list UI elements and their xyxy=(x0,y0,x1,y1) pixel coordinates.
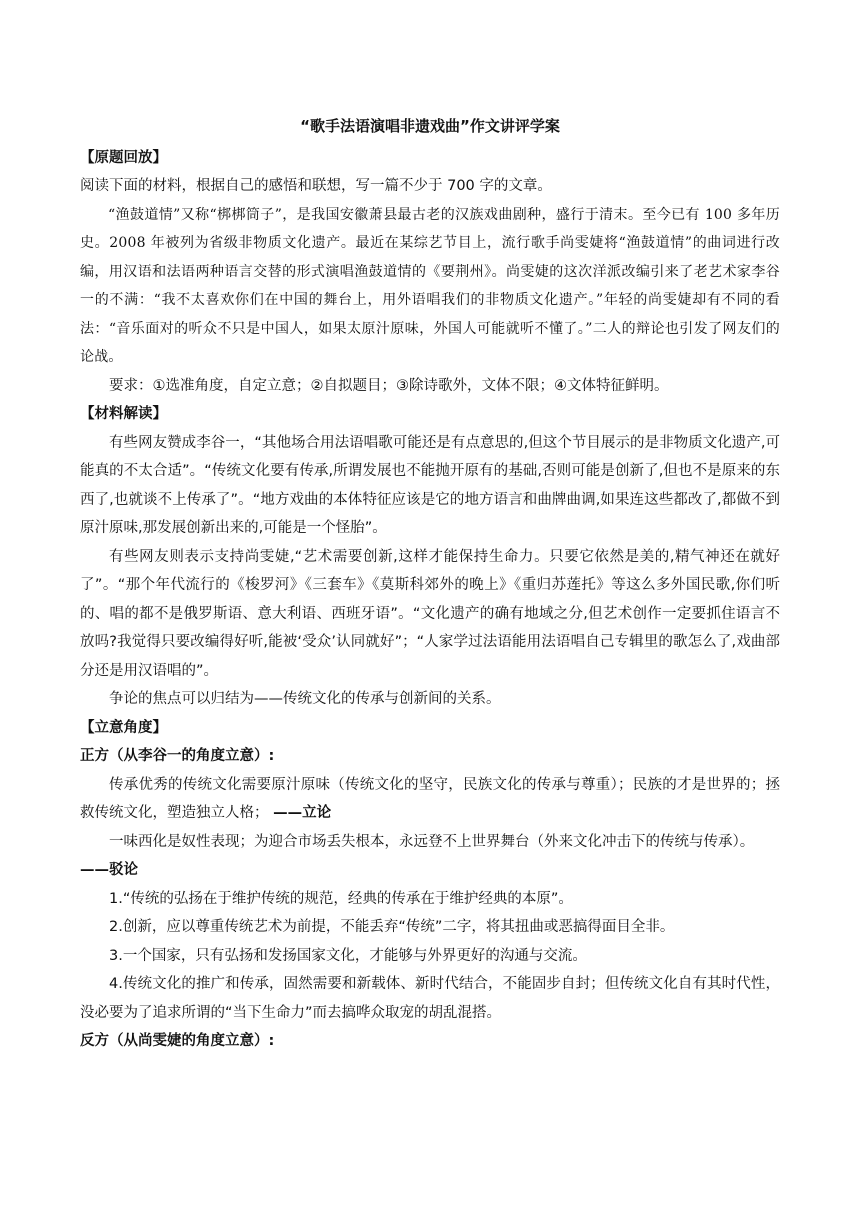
analysis-paragraph-3: 争论的焦点可以归结为——传统文化的传承与创新间的关系。 xyxy=(109,691,501,707)
pro-argument-text: 传承优秀的传统文化需要原汁原味（传统文化的坚守，民族文化的传承与尊重）；民族的才是世界的；拯救传统文化，塑造独立人格； xyxy=(80,776,780,821)
pro-side-heading: 正方（从李谷一的角度立意）: xyxy=(80,748,275,764)
list-item: 4.传统文化的推广和传承，固然需要和新载体、新时代结合，不能固步自封；但传统文化自有其时代性，没必要为了追求所谓的“当下生命力”而去搞哗众取宠的胡乱混搭。 xyxy=(80,976,780,1021)
list-item: 1.“传统的弘扬在于维护传统的规范，经典的传承在于维护经典的本原”。 xyxy=(109,890,573,907)
pro-rebuttal-text: 一味西化是奴性表现；为迎合市场丢失根本，永远登不上世界舞台（外来文化冲击下的传统与传承）。 xyxy=(109,833,755,850)
pro-argument-tag: ——立论 xyxy=(273,805,332,821)
section-heading-analysis: 【材料解读】 xyxy=(80,406,167,422)
pro-rebuttal-paragraph xyxy=(80,828,780,885)
list-item: 3.一个国家，只有弘扬和发扬国家文化，才能够与外界更好的沟通与交流。 xyxy=(109,947,587,964)
prompt-requirements: 要求：①选准角度，自定立意；②自拟题目；③除诗歌外，文体不限；④文体特征鲜明。 xyxy=(109,377,669,394)
document-body xyxy=(80,112,780,1056)
prompt-intro: 阅读下面的材料，根据自己的感悟和联想，写一篇不少于 700 字的文章。 xyxy=(80,178,552,194)
analysis-paragraph-2: 有些网友则表示支持尚雯婕,“艺术需要创新,这样才能保持生命力。只要它依然是美的,精气神还在就好了”。“那个年代流行的《梭罗河》《三套车》《莫斯科郊外的晚上》《重归苏莲托》等这么多外国民歌,你们听的、唱的都不是俄罗斯语、意大利语、西班牙语”。“文化遗产的确有地域之分,但艺术创作一定要抓住语言不放吗?我觉得只要改编得好听,能被‘受众’认同就好”；“人家学过法语能用法语唱自己专辑里的歌怎么了,戏曲部分还是用汉语唱的”。 xyxy=(80,548,780,679)
pro-rebuttal-tag: ——驳论 xyxy=(80,862,138,878)
list-item: 2.创新，应以尊重传统艺术为前提，不能丢弃“传统”二字，将其扭曲或恶搞得面目全非。 xyxy=(109,919,675,935)
section-heading-original: 【原题回放】 xyxy=(80,149,167,166)
pro-argument-paragraph xyxy=(80,771,780,828)
page-title: “歌手法语演唱非遗戏曲”作文讲评学案 xyxy=(300,117,560,135)
prompt-material: “渔鼓道情”又称“梆梆筒子”，是我国安徽萧县最古老的汉族戏曲剧种，盛行于清末。至今已有 100 多年历史。2008 年被列为省级非物质文化遗产。最近在某综艺节目上，流行歌手尚雯婕将“渔鼓道情”的曲词进行改编，用汉语和法语两种语言交替的形式演唱渔鼓道情的《要荆州》。尚雯婕的这次洋派改编引来了老艺术家李谷一的不满：“我不太喜欢你们在中国的舞台上，用外语唱我们的非物质文化遗产。”年轻的尚雯婕却有不同的看法：“音乐面对的听众不只是中国人，如果太原汁原味，外国人可能就听不懂了。”二人的辩论也引发了网友们的论战。 xyxy=(80,206,780,365)
section-heading-angle: 【立意角度】 xyxy=(80,719,167,736)
con-side-heading: 反方（从尚雯婕的角度立意）: xyxy=(80,1033,275,1049)
analysis-paragraph-1: 有些网友赞成李谷一，“其他场合用法语唱歌可能还是有点意思的,但这个节目展示的是非物质文化遗产,可能真的不太合适”。“传统文化要有传承,所谓发展也不能抛开原有的基础,否则可能是创新了,但也不是原来的东西了,也就谈不上传承了”。“地方戏曲的本体特征应该是它的地方语言和曲牌曲调,如果连这些都改了,都做不到原汁原味,那发展创新出来的,可能是一个怪胎”。 xyxy=(80,434,780,536)
